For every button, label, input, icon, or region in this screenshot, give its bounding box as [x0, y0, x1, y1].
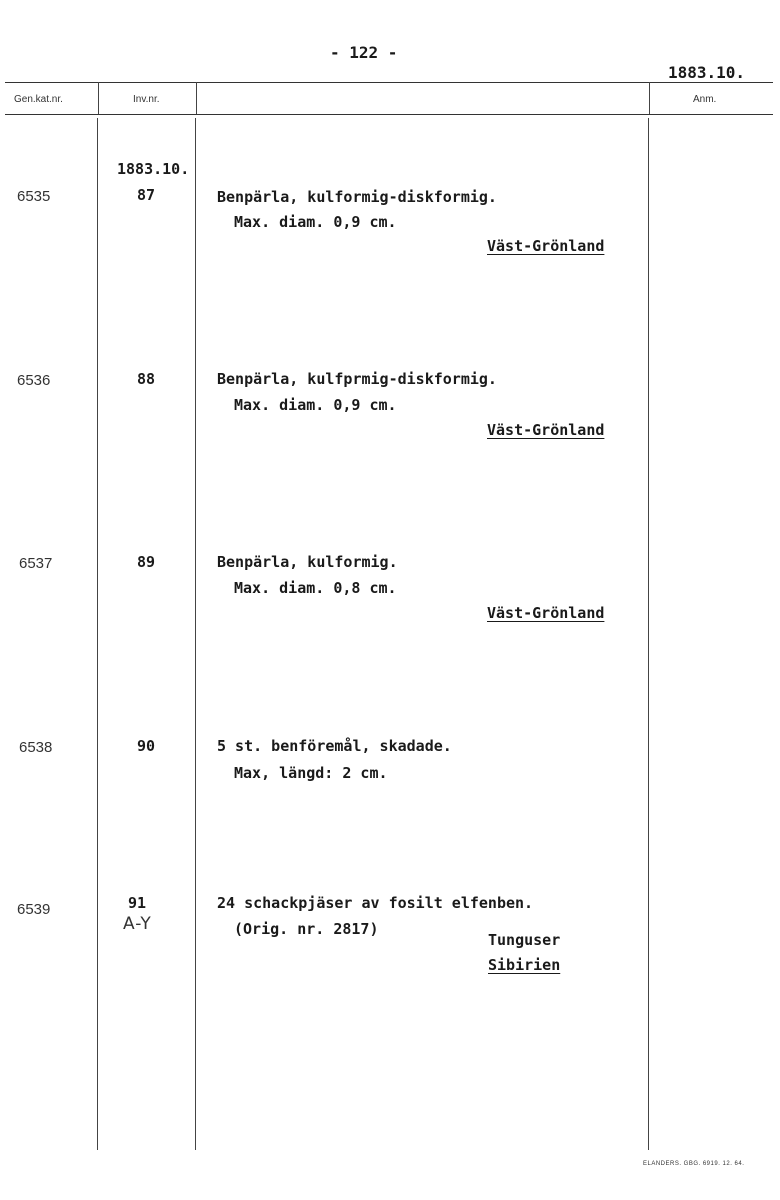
column-header-inv-nr: Inv.nr. [133, 94, 160, 105]
header-rule-top [5, 82, 773, 83]
entry-description: Benpärla, kulfprmig-diskformig. [217, 370, 497, 388]
header-rule-bottom [5, 114, 773, 115]
entry-description: Benpärla, kulformig. [217, 553, 398, 571]
column-header-anm: Anm. [693, 94, 717, 105]
entry-place: Väst-Grönland [487, 604, 605, 622]
entry-detail: Max. diam. 0,8 cm. [234, 579, 397, 597]
printer-imprint: ELANDERS. GBG. 6919. 12. 64. [643, 1161, 745, 1167]
entry-detail: Max. diam. 0,9 cm. [234, 396, 397, 414]
inventory-number: 89 [137, 553, 156, 571]
entry-description: Benpärla, kulformig-diskformig. [217, 188, 497, 206]
column-header-gen-kat-nr: Gen.kat.nr. [14, 94, 63, 105]
entry-place: Väst-Grönland [487, 421, 605, 439]
handwritten-inventory-note: A-Y [123, 914, 152, 934]
inventory-number: 90 [137, 737, 156, 755]
entry-description: 24 schackpjäser av fosilt elfenben. [217, 894, 534, 912]
accession-top: 1883.10. [668, 63, 746, 82]
header-divider-3 [649, 82, 650, 114]
column-rule-3 [648, 118, 649, 1150]
page-number: - 122 - [330, 43, 398, 62]
entry-detail: Max, längd: 2 cm. [234, 764, 388, 782]
entry-people: Tunguser [488, 931, 561, 949]
header-divider-2 [196, 82, 197, 114]
catalog-number: 6535 [17, 188, 51, 205]
column-rule-1 [97, 118, 98, 1150]
entry-place: Väst-Grönland [487, 237, 605, 255]
header-divider-1 [98, 82, 99, 114]
inventory-number: 87 [137, 186, 156, 204]
column-rule-2 [195, 118, 196, 1150]
catalog-number: 6538 [19, 739, 53, 756]
entry-detail: (Orig. nr. 2817) [234, 920, 379, 938]
entry-place: Sibirien [488, 956, 561, 974]
catalog-number: 6539 [17, 901, 51, 918]
inventory-number: 91 [128, 894, 147, 912]
accession-heading: 1883.10. [117, 160, 190, 178]
entry-detail: Max. diam. 0,9 cm. [234, 213, 397, 231]
inventory-number: 88 [137, 370, 156, 388]
catalog-number: 6536 [17, 372, 51, 389]
catalog-number: 6537 [19, 555, 53, 572]
entry-description: 5 st. benföremål, skadade. [217, 737, 452, 755]
